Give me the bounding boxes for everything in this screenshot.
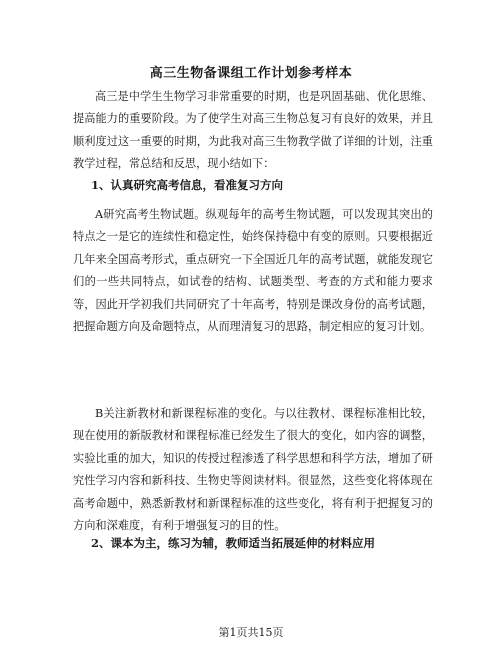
intro-paragraph: 高三是中学生生物学习非常重要的时期，也是巩固基础、优化思维、提高能力的重要阶段。为了使学生对高三生物总复习有良好的效果，并且顺利度过这一重要的时期，为此我对高三生物教学做了详细的计划，注重教学过程，常总结和反思，现小结如下： (73, 90, 433, 171)
document-title: 高三生物备课组工作计划参考样本 (149, 66, 353, 81)
section-heading-1: 1、认真研究高考信息，看准复习方向 (91, 178, 283, 192)
page-number-footer: 第1页共15页 (218, 626, 284, 639)
paragraph-a: A研究高考生物试题。纵观每年的高考生物试题，可以发现其突出的特点之一是它的连续性和稳定性，始终保持稳中有变的原则。只要根据近几年来全国高考形式，重点研究一下全国近几年的高考试题，就能发现它们的一些共同特点，如试卷的结构、试题类型、考查的方式和能力要求等，因此开学初我们共同研究了十年高考，特别是课改身份的高考试题，把握命题方向及命题特点，从而理清复习的思路，制定相应的复习计划。 (73, 208, 433, 334)
paragraph-b: B关注新教材和新课程标准的变化。与以往教材、课程标准相比较，现在使用的新版教材和课程标准已经发生了很大的变化，如内容的调整，实验比重的加大，知识的传授过程渗透了科学思想和科学方法，增加了研究性学习内容和新科技、生物史等阅读材料。很显然，这些变化将体现在高考命题中，熟悉新教材和新课程标准的这些变化，将有利于把握复习的方向和深难度，有利于增强复习的目的性。 (73, 407, 433, 533)
section-heading-2: 2、课本为主，练习为辅，教师适当拓展延伸的材料应用 (91, 536, 375, 550)
